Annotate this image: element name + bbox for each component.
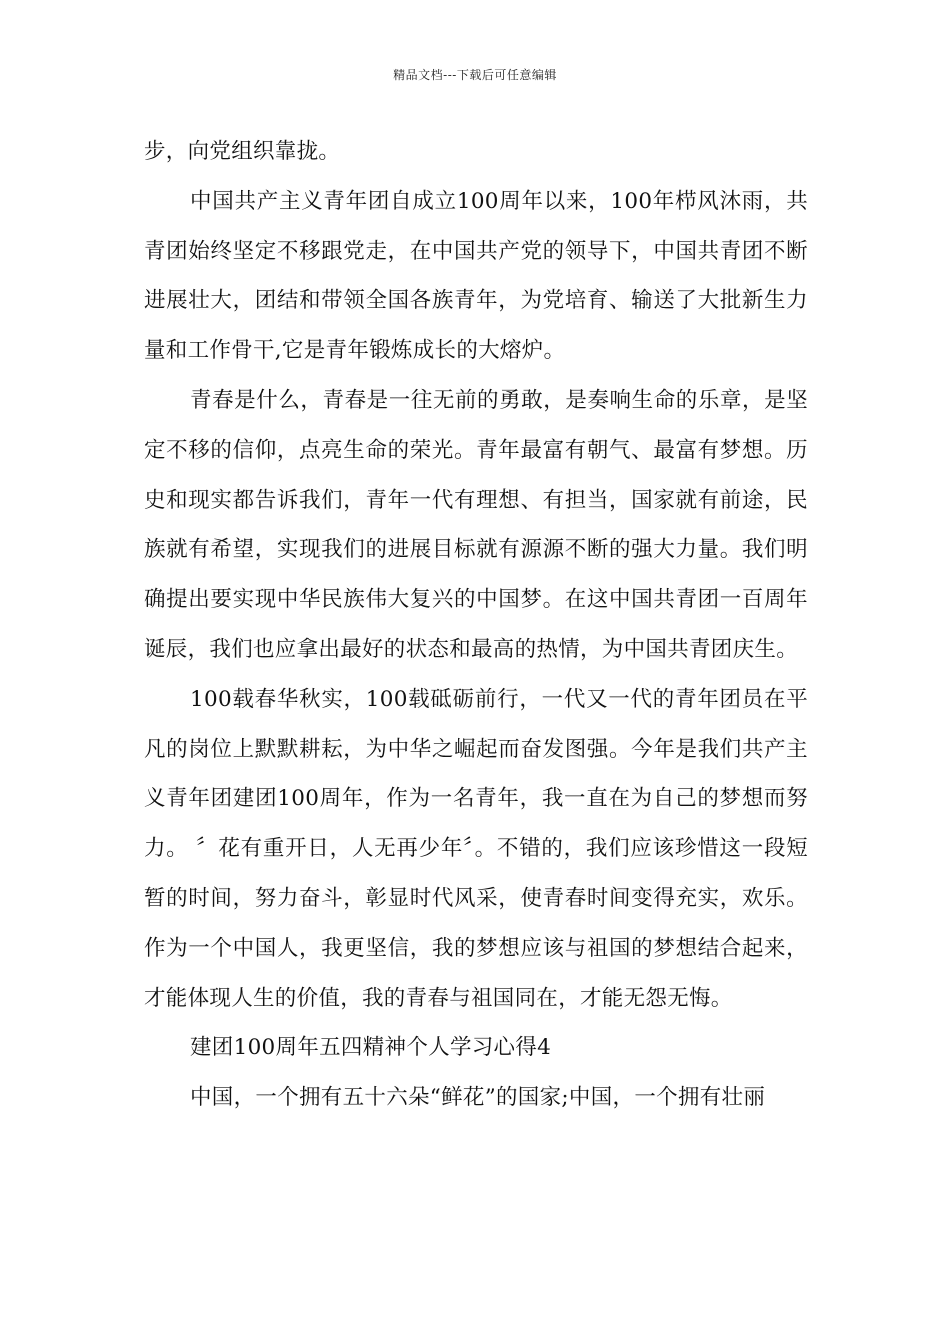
section-heading: 建团100周年五四精神个人学习心得4: [190, 1035, 552, 1061]
document-body: [144, 127, 808, 1123]
page-header: 精品文档---下载后可任意编辑: [393, 68, 557, 82]
paragraph-youth-league-history: 中国共产主义青年团自成立100周年以来，100年栉风沐雨，共青团始终坚定不移跟党走，在中国共产党的领导下，中国共青团不断进展壮大，团结和带领全国各族青年，为党培育、输送了大批新生力量和工作骨干,它是青年锻炼成长的大熔炉。: [144, 188, 808, 364]
paragraph-what-is-youth: 青春是什么，青春是一往无前的勇敢，是奏响生命的乐章，是坚定不移的信仰，点亮生命的荣光。青年最富有朝气、最富有梦想。历史和现实都告诉我们，青年一代有理想、有担当，国家就有前途，民族就有希望，实现我们的进展目标就有源源不断的强大力量。我们明确提出要实现中华民族伟大复兴的中国梦。在这中国共青团一百周年诞辰，我们也应拿出最好的状态和最高的热情，为中国共青团庆生。: [144, 387, 808, 662]
paragraph-continuation: 步，向党组织靠拢。: [144, 139, 341, 164]
paragraph-china-intro: 中国，一个拥有五十六朵“鲜花”的国家;中国，一个拥有壮丽: [190, 1085, 766, 1111]
paragraph-100-years: 100载春华秋实，100载砥砺前行，一代又一代的青年团员在平凡的岗位上默默耕耘，为中华之崛起而奋发图强。今年是我们共产主义青年团建团100周年，作为一名青年，我一直在为自己的梦想而努力。 〞花有重开日，人无再少年〞。不错的，我们应该珍惜这一段短暂的时间，努力奋斗，彰显时代风采，使青春时间变得充实，欢乐。作为一个中国人，我更坚信，我的梦想应该与祖国的梦想结合起来，才能体现人生的价值，我的青春与祖国同在，才能无怨无悔。: [144, 686, 808, 1011]
